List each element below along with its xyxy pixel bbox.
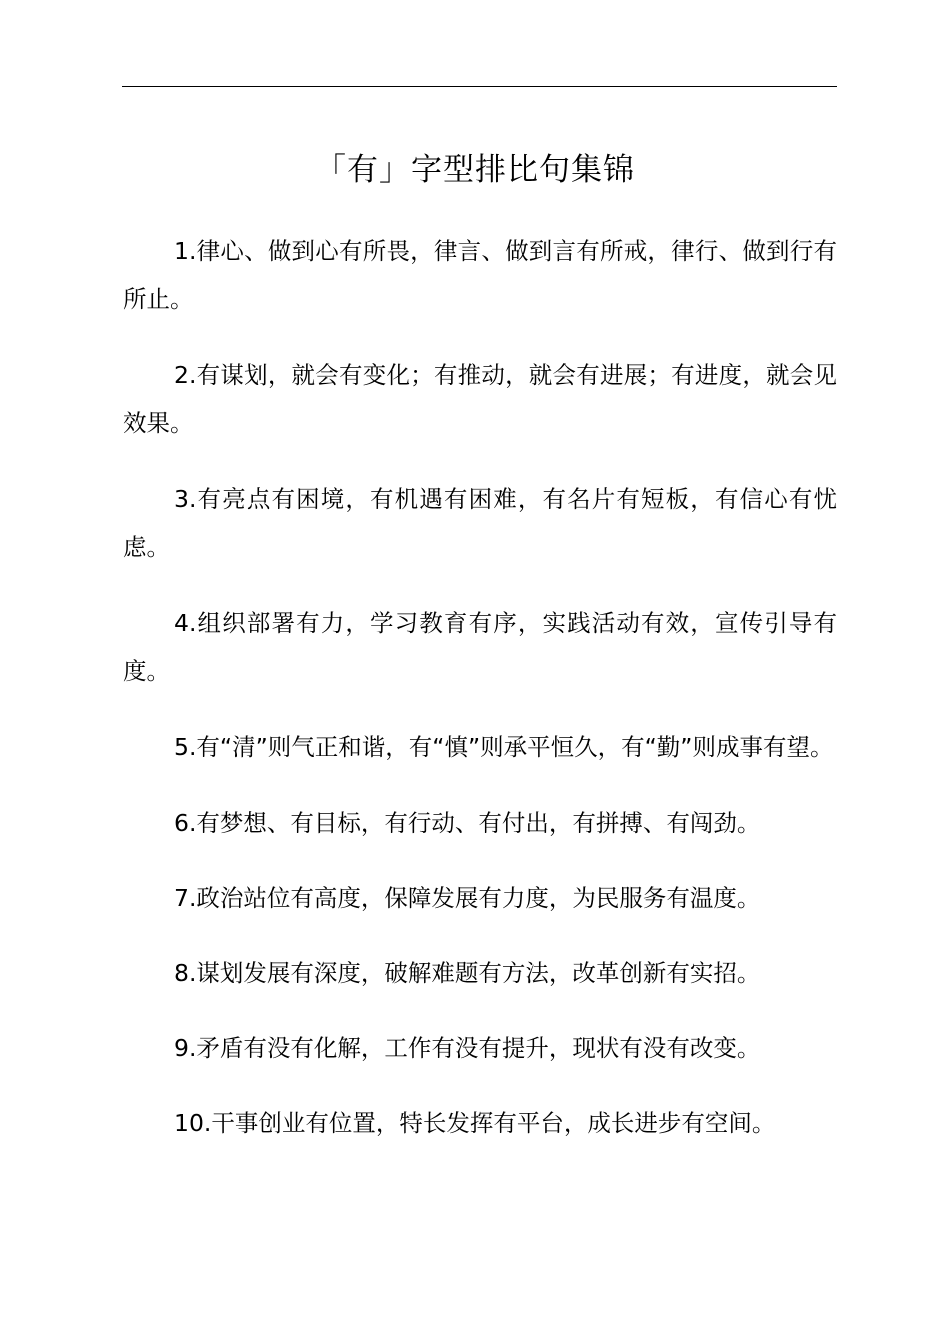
paragraph-5: 5.有“清”则气正和谐，有“慎”则承平恒久，有“勤”则成事有望。 xyxy=(174,733,834,761)
paragraph-8: 8.谋划发展有深度，破解难题有方法，改革创新有实招。 xyxy=(174,959,761,987)
paragraph-7: 7.政治站位有高度，保障发展有力度，为民服务有温度。 xyxy=(174,884,761,912)
document-body xyxy=(123,227,837,1174)
paragraph-2: 2.有谋划，就会有变化；有推动，就会有进展；有进度，就会见效果。 xyxy=(123,361,837,437)
paragraph-9: 9.矛盾有没有化解，工作有没有提升，现状有没有改变。 xyxy=(174,1034,761,1062)
paragraph-6: 6.有梦想、有目标，有行动、有付出，有拼搏、有闯劲。 xyxy=(174,809,761,837)
header-rule xyxy=(122,86,837,87)
paragraph-1: 1.律心、做到心有所畏，律言、做到言有所戒，律行、做到行有所止。 xyxy=(123,237,837,313)
document-title: 「有」字型排比句集锦 xyxy=(315,152,635,188)
paragraph-10: 10.干事创业有位置，特长发挥有平台，成长进步有空间。 xyxy=(174,1109,776,1137)
paragraph-3: 3.有亮点有困境，有机遇有困难，有名片有短板，有信心有忧虑。 xyxy=(123,485,837,561)
paragraph-4: 4.组织部署有力，学习教育有序，实践活动有效，宣传引导有度。 xyxy=(123,609,837,685)
